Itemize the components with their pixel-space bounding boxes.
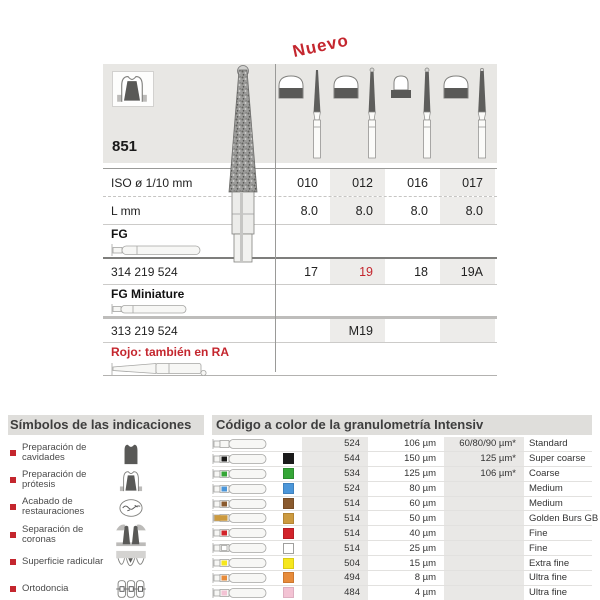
- grit-band: [222, 501, 228, 506]
- length-value: 8.0: [410, 203, 428, 218]
- grit-band: [222, 575, 228, 580]
- symbols-list: [8, 439, 204, 600]
- spec-rows: [103, 168, 497, 376]
- grit-size: 8 µm: [414, 572, 436, 584]
- grit-old-size: [444, 511, 524, 525]
- grit-size: 4 µm: [414, 587, 436, 599]
- bur-illustration: [212, 468, 268, 480]
- fg-order-codes-row: [103, 257, 497, 284]
- grit-name: Medium: [529, 498, 563, 509]
- grit-old-size: [444, 586, 524, 600]
- iso-value: 012: [330, 169, 385, 196]
- grit-code: 514: [302, 497, 368, 511]
- bur-illustration: [212, 572, 268, 584]
- bur-illustration: [212, 512, 268, 524]
- grit-name: Coarse: [529, 468, 560, 480]
- row-label: ISO ø 1/10 mm: [111, 175, 193, 190]
- length-value: 8.0: [300, 203, 318, 218]
- symbol-label: Superficie radicular: [22, 555, 104, 567]
- symbol-item: [8, 466, 204, 493]
- miniature-order-codes-row: [103, 316, 497, 342]
- length-row: [103, 196, 497, 224]
- grit-color-swatch: [283, 558, 294, 569]
- bur-icon: [475, 67, 489, 160]
- grit-code: 514: [302, 511, 368, 525]
- fg-shank-icon: [111, 243, 203, 257]
- ra-shank-icon: [111, 361, 211, 377]
- grit-size: 60 µm: [409, 498, 436, 509]
- grit-old-size: 106 µm*: [444, 467, 524, 481]
- grit-name: Fine: [529, 527, 548, 539]
- grit-name: Fine: [529, 542, 548, 554]
- grit-color-swatch: [283, 468, 294, 479]
- grit-row: [212, 511, 599, 526]
- grit-old-size: [444, 497, 524, 511]
- order-code: [440, 319, 495, 342]
- symbols-panel: [8, 415, 204, 595]
- grit-name: Standard: [529, 438, 568, 450]
- iso-value: 010: [297, 175, 318, 190]
- grit-row: [212, 571, 592, 586]
- grit-row: [212, 526, 592, 541]
- crown-icon: [276, 73, 306, 99]
- grit-color-swatch: [283, 453, 294, 464]
- grit-old-size: [444, 541, 524, 555]
- grit-band: [222, 441, 228, 446]
- figure-column-010: [275, 64, 330, 163]
- grit-name: Ultra fine: [529, 572, 568, 584]
- grit-band: [222, 456, 228, 461]
- symbol-item: [8, 439, 204, 466]
- symbol-item: [8, 575, 204, 600]
- red-bullet: [10, 586, 16, 592]
- grit-old-size: [444, 571, 524, 585]
- grit-band: [222, 531, 228, 536]
- order-code: 19A: [440, 259, 495, 284]
- symbols-title: Símbolos de las indicaciones: [8, 415, 204, 435]
- bur-illustration: [212, 453, 268, 465]
- grit-size: 125 µm: [404, 468, 436, 480]
- length-value: 8.0: [330, 197, 385, 224]
- bur-illustration: [212, 557, 268, 569]
- prosthesis-preparation-icon: [113, 72, 151, 104]
- grit-row: [212, 541, 592, 556]
- red-bullet: [10, 559, 16, 565]
- grit-band: [222, 471, 228, 476]
- bur-illustration: [212, 587, 268, 599]
- order-code: 19: [330, 259, 385, 284]
- symbol-label: Acabado de restauraciones: [22, 496, 85, 518]
- crown-separation-icon: [114, 523, 148, 547]
- order-code: [385, 319, 440, 342]
- bur-icon: [310, 67, 324, 160]
- symbol-item: [8, 521, 204, 548]
- ra-note-row: [103, 342, 497, 376]
- grit-code: 524: [302, 482, 368, 496]
- order-code: 17: [304, 264, 318, 279]
- crown-icon: [441, 73, 471, 99]
- grit-name: Golden Burs GB: [529, 512, 599, 524]
- symbol-item: [8, 548, 204, 575]
- grit-row: [212, 586, 592, 600]
- grit-name: Medium: [529, 483, 563, 495]
- bur-icon: [420, 67, 434, 160]
- fg-miniature-shank-icon: [111, 303, 189, 315]
- bur-icon: [365, 67, 379, 160]
- grit-old-size: [444, 556, 524, 570]
- order-code: 18: [414, 264, 428, 279]
- grit-band: [222, 486, 228, 491]
- grit-table: [212, 437, 599, 600]
- grit-old-size: 125 µm*: [444, 452, 524, 466]
- grit-color-swatch: [283, 587, 294, 598]
- grit-row: [212, 497, 592, 512]
- grit-color-swatch: [283, 513, 294, 524]
- cavity-preparation-icon: [114, 441, 148, 465]
- grit-name: Extra fine: [529, 557, 570, 569]
- red-bullet: [10, 504, 16, 510]
- grit-row: [212, 437, 592, 452]
- prosthesis-preparation-icon: [114, 468, 148, 492]
- table-divider: [275, 64, 276, 372]
- grit-old-size: [444, 526, 524, 540]
- fg-miniature-row: [103, 284, 497, 316]
- grit-code: 514: [302, 541, 368, 555]
- grit-band: [222, 546, 228, 551]
- small-crown-icon: [386, 73, 416, 99]
- grit-code: 504: [302, 556, 368, 570]
- restoration-finishing-icon: [114, 496, 148, 520]
- grit-old-size: 60/80/90 µm*: [444, 437, 524, 451]
- new-label: Nuevo: [290, 30, 351, 62]
- symbol-label: Preparación de cavidades: [22, 441, 87, 463]
- order-code: M19: [330, 319, 385, 342]
- figure-column-012: [330, 64, 385, 163]
- row-label: FG: [111, 227, 128, 241]
- grit-band: [222, 561, 228, 566]
- grit-size: 40 µm: [409, 527, 436, 539]
- order-code: [275, 319, 330, 342]
- grit-size: 150 µm: [404, 453, 436, 465]
- crown-icon: [331, 73, 361, 99]
- grit-row: [212, 452, 592, 467]
- grit-band: [222, 590, 228, 595]
- grit-name: Super coarse: [529, 453, 586, 465]
- grit-size: 106 µm: [404, 438, 436, 450]
- grit-color-swatch: [283, 572, 294, 583]
- grit-row: [212, 467, 592, 482]
- row-label: 314 219 524: [111, 264, 178, 279]
- figure-column-017: [440, 64, 495, 163]
- bur-illustration: [212, 438, 268, 450]
- grit-code: 494: [302, 571, 368, 585]
- grit-band: [215, 516, 228, 522]
- figure-column-016: [385, 64, 440, 163]
- bur-illustration: [212, 498, 268, 510]
- symbol-item: [8, 494, 204, 521]
- grit-code: 484: [302, 586, 368, 600]
- grit-size: 25 µm: [409, 542, 436, 554]
- iso-value: 016: [407, 175, 428, 190]
- grit-color-swatch: [283, 543, 294, 554]
- bur-illustration: [212, 542, 268, 554]
- diamond-bur-image: [223, 64, 263, 264]
- symbol-label: Ortodoncia: [22, 583, 69, 595]
- iso-diameter-row: [103, 168, 497, 196]
- product-number: 851: [112, 138, 138, 155]
- grit-code: 524: [302, 437, 368, 451]
- grit-color-swatch: [283, 528, 294, 539]
- grit-code: 544: [302, 452, 368, 466]
- bur-illustration: [212, 483, 268, 495]
- grit-size: 50 µm: [409, 512, 436, 524]
- grit-row: [212, 556, 592, 571]
- symbol-label: Separación de coronas: [22, 523, 84, 545]
- red-bullet: [10, 532, 16, 538]
- grit-panel: [212, 415, 599, 599]
- row-label: 313 219 524: [111, 323, 178, 338]
- grit-color-swatch: [283, 498, 294, 509]
- grit-name: Ultra fine: [529, 587, 568, 599]
- grit-row: [212, 482, 592, 497]
- row-label: FG Miniature: [111, 287, 185, 301]
- symbol-label: Preparación de prótesis: [22, 468, 87, 490]
- product-table-header: [103, 64, 497, 163]
- grit-title: Código a color de la granulometría Intensiv: [212, 415, 592, 435]
- grit-code: 534: [302, 467, 368, 481]
- fg-row: [103, 224, 497, 257]
- length-value: 8.0: [440, 197, 495, 224]
- root-surface-icon: [114, 550, 148, 574]
- bur-illustration: [212, 527, 268, 539]
- ra-note-label: Rojo: también en RA: [111, 345, 230, 359]
- iso-value: 017: [440, 169, 495, 196]
- grit-size: 15 µm: [409, 557, 436, 569]
- red-bullet: [10, 450, 16, 456]
- grit-code: 514: [302, 526, 368, 540]
- grit-color-swatch: [283, 483, 294, 494]
- grit-size: 80 µm: [409, 483, 436, 495]
- indication-icon-box: [112, 71, 154, 107]
- orthodontics-icon: [114, 577, 148, 600]
- red-bullet: [10, 477, 16, 483]
- row-label: L mm: [111, 203, 141, 218]
- grit-old-size: [444, 482, 524, 496]
- product-table-851: [103, 64, 497, 374]
- grit-color-swatch: [283, 438, 294, 449]
